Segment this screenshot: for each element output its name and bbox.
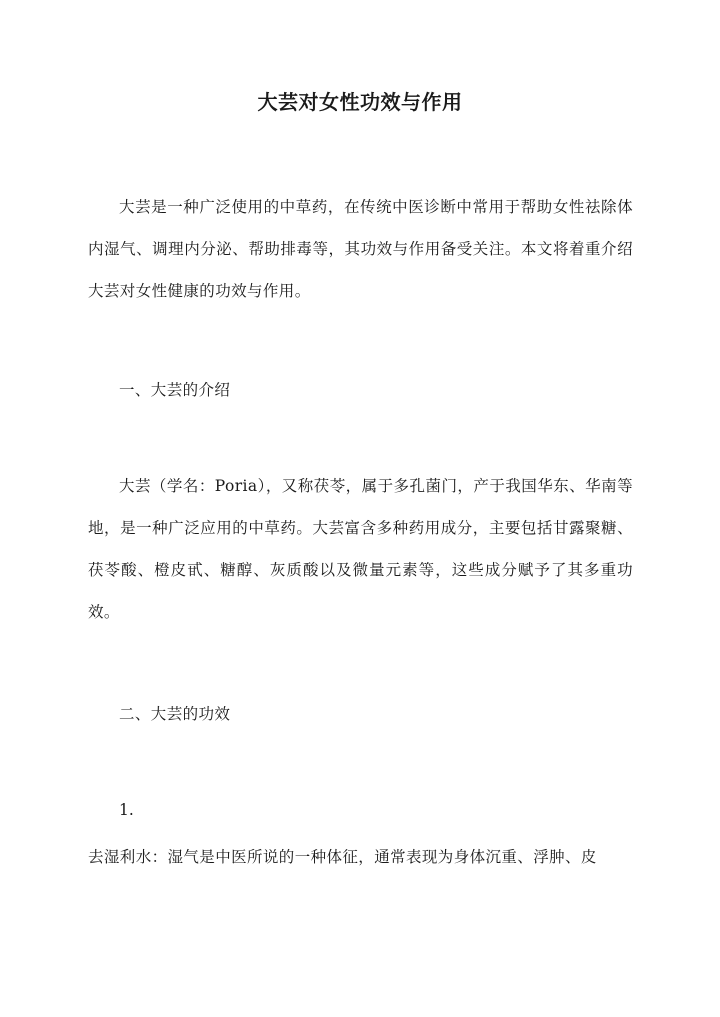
list-item-text: 去湿利水：湿气是中医所说的一种体征，通常表现为身体沉重、浮肿、皮 — [88, 848, 597, 866]
list-item-number: 1. — [119, 801, 134, 819]
document-title: 大芸对女性功效与作用 — [257, 90, 463, 114]
section-heading-effects: 二、大芸的功效 — [119, 705, 231, 723]
section-introduction-paragraph: 大芸（学名：Poria），又称茯苓，属于多孔菌门，产于我国华东、华南等地，是一种广泛应用的中草药。大芸富含多种药用成分，主要包括甘露聚糖、茯苓酸、橙皮甙、糖醇、灰质酸以及微量元素等，这些成分赋予了其多重功效。 — [88, 477, 633, 621]
section-heading-introduction: 一、大芸的介绍 — [119, 381, 231, 399]
intro-paragraph: 大芸是一种广泛使用的中草药，在传统中医诊断中常用于帮助女性祛除体内湿气、调理内分泌、帮助排毒等，其功效与作用备受关注。本文将着重介绍大芸对女性健康的功效与作用。 — [88, 198, 633, 300]
